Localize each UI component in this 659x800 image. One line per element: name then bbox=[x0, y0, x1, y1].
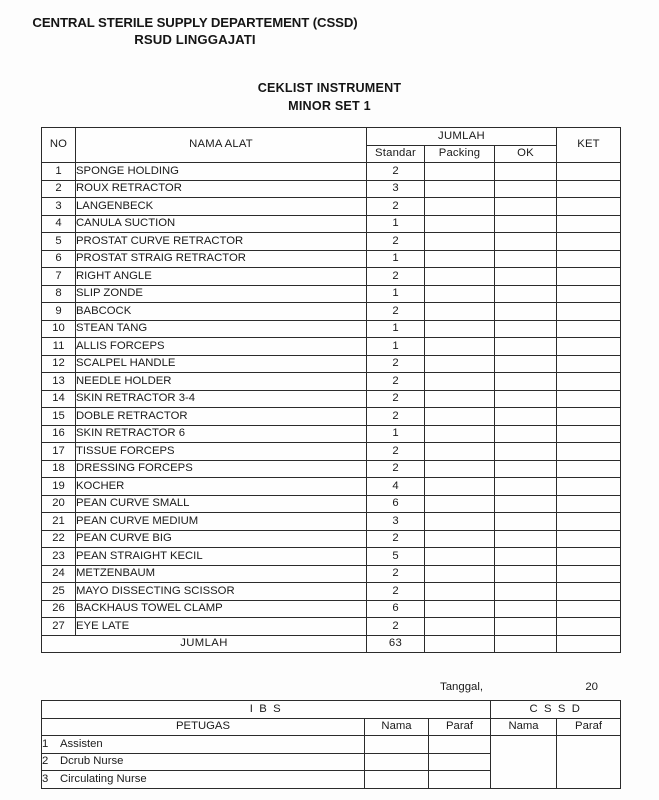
row-ok[interactable] bbox=[495, 233, 557, 251]
table-row bbox=[42, 478, 621, 496]
row-nama: DOBLE RETRACTOR bbox=[76, 408, 367, 426]
row-packing[interactable] bbox=[425, 320, 495, 338]
row-packing[interactable] bbox=[425, 268, 495, 286]
row-standar: 6 bbox=[367, 495, 425, 513]
row-ok[interactable] bbox=[495, 425, 557, 443]
total-ket[interactable] bbox=[557, 635, 621, 653]
table-row bbox=[42, 460, 621, 478]
column-header-paraf-cssd: Paraf bbox=[557, 718, 621, 736]
column-header-packing: Packing bbox=[425, 145, 495, 163]
row-no: 22 bbox=[42, 530, 76, 548]
column-header-nama-alat: NAMA ALAT bbox=[76, 128, 367, 163]
row-ok[interactable] bbox=[495, 215, 557, 233]
row-ket[interactable] bbox=[557, 583, 621, 601]
row-nama: STEAN TANG bbox=[76, 320, 367, 338]
table-body bbox=[42, 163, 621, 636]
row-standar: 2 bbox=[367, 460, 425, 478]
row-nama: BABCOCK bbox=[76, 303, 367, 321]
row-ket[interactable] bbox=[557, 530, 621, 548]
row-ket[interactable] bbox=[557, 303, 621, 321]
row-ok[interactable] bbox=[495, 478, 557, 496]
row-nama: CANULA SUCTION bbox=[76, 215, 367, 233]
row-ok[interactable] bbox=[495, 163, 557, 181]
row-ok[interactable] bbox=[495, 338, 557, 356]
row-standar: 2 bbox=[367, 565, 425, 583]
row-ket[interactable] bbox=[557, 355, 621, 373]
signature-row-number: 3 bbox=[42, 772, 49, 785]
row-nama: PROSTAT CURVE RETRACTOR bbox=[76, 233, 367, 251]
instrument-checklist-table bbox=[41, 127, 620, 653]
row-ket[interactable] bbox=[557, 443, 621, 461]
row-packing[interactable] bbox=[425, 513, 495, 531]
date-year-prefix: 20 bbox=[585, 681, 598, 693]
row-packing[interactable] bbox=[425, 285, 495, 303]
row-nama: EYE LATE bbox=[76, 618, 367, 636]
row-nama: TISSUE FORCEPS bbox=[76, 443, 367, 461]
row-no: 17 bbox=[42, 443, 76, 461]
row-no: 23 bbox=[42, 548, 76, 566]
signature-paraf-ibs-cell[interactable] bbox=[429, 736, 491, 754]
row-ok[interactable] bbox=[495, 320, 557, 338]
table-row bbox=[42, 583, 621, 601]
table-row bbox=[42, 600, 621, 618]
organization-heading bbox=[0, 14, 390, 48]
row-packing[interactable] bbox=[425, 408, 495, 426]
row-ket[interactable] bbox=[557, 548, 621, 566]
table-row bbox=[42, 495, 621, 513]
row-packing[interactable] bbox=[425, 250, 495, 268]
row-no: 19 bbox=[42, 478, 76, 496]
row-nama: SCALPEL HANDLE bbox=[76, 355, 367, 373]
row-nama: ROUX RETRACTOR bbox=[76, 180, 367, 198]
row-ket[interactable] bbox=[557, 460, 621, 478]
row-nama: BACKHAUS TOWEL CLAMP bbox=[76, 600, 367, 618]
row-no: 1 bbox=[42, 163, 76, 181]
row-ket[interactable] bbox=[557, 478, 621, 496]
table-footer bbox=[42, 635, 621, 653]
row-standar: 1 bbox=[367, 320, 425, 338]
row-standar: 2 bbox=[367, 390, 425, 408]
table-row bbox=[42, 215, 621, 233]
row-nama: LANGENBECK bbox=[76, 198, 367, 216]
row-nama: SLIP ZONDE bbox=[76, 285, 367, 303]
signature-role-cell bbox=[42, 736, 365, 754]
row-no: 26 bbox=[42, 600, 76, 618]
row-nama: PEAN STRAIGHT KECIL bbox=[76, 548, 367, 566]
row-nama: MAYO DISSECTING SCISSOR bbox=[76, 583, 367, 601]
signature-role-cell bbox=[42, 753, 365, 771]
row-standar: 2 bbox=[367, 355, 425, 373]
row-ket[interactable] bbox=[557, 163, 621, 181]
row-packing[interactable] bbox=[425, 530, 495, 548]
row-packing[interactable] bbox=[425, 215, 495, 233]
row-ket[interactable] bbox=[557, 513, 621, 531]
row-packing[interactable] bbox=[425, 443, 495, 461]
row-ket[interactable] bbox=[557, 198, 621, 216]
row-packing[interactable] bbox=[425, 163, 495, 181]
row-no: 18 bbox=[42, 460, 76, 478]
table-row bbox=[42, 548, 621, 566]
table-row bbox=[42, 355, 621, 373]
row-nama: SKIN RETRACTOR 3-4 bbox=[76, 390, 367, 408]
row-standar: 1 bbox=[367, 285, 425, 303]
table-row bbox=[42, 180, 621, 198]
row-ket[interactable] bbox=[557, 285, 621, 303]
table-row bbox=[42, 425, 621, 443]
row-standar: 3 bbox=[367, 180, 425, 198]
row-no: 9 bbox=[42, 303, 76, 321]
signature-nama-cssd-cell[interactable] bbox=[491, 736, 557, 789]
row-ket[interactable] bbox=[557, 320, 621, 338]
row-ket[interactable] bbox=[557, 565, 621, 583]
row-standar: 1 bbox=[367, 338, 425, 356]
row-nama: RIGHT ANGLE bbox=[76, 268, 367, 286]
row-standar: 1 bbox=[367, 215, 425, 233]
row-ok[interactable] bbox=[495, 250, 557, 268]
row-no: 27 bbox=[42, 618, 76, 636]
row-ok[interactable] bbox=[495, 495, 557, 513]
row-ket[interactable] bbox=[557, 180, 621, 198]
row-no: 7 bbox=[42, 268, 76, 286]
row-nama: PEAN CURVE BIG bbox=[76, 530, 367, 548]
row-no: 14 bbox=[42, 390, 76, 408]
row-packing[interactable] bbox=[425, 425, 495, 443]
table-row bbox=[42, 163, 621, 181]
table-row bbox=[42, 338, 621, 356]
row-ket[interactable] bbox=[557, 390, 621, 408]
row-packing[interactable] bbox=[425, 233, 495, 251]
row-ok[interactable] bbox=[495, 600, 557, 618]
column-header-no: NO bbox=[42, 128, 76, 163]
row-packing[interactable] bbox=[425, 495, 495, 513]
total-standar: 63 bbox=[367, 635, 425, 653]
row-nama: PROSTAT STRAIG RETRACTOR bbox=[76, 250, 367, 268]
row-ok[interactable] bbox=[495, 285, 557, 303]
table-row bbox=[42, 320, 621, 338]
row-no: 13 bbox=[42, 373, 76, 391]
row-ket[interactable] bbox=[557, 600, 621, 618]
date-label: Tanggal, bbox=[440, 681, 484, 693]
signature-role-label: Dcrub Nurse bbox=[60, 755, 124, 768]
row-packing[interactable] bbox=[425, 390, 495, 408]
row-standar: 2 bbox=[367, 583, 425, 601]
signature-nama-ibs-cell[interactable] bbox=[365, 736, 429, 754]
row-packing[interactable] bbox=[425, 460, 495, 478]
row-no: 2 bbox=[42, 180, 76, 198]
row-no: 24 bbox=[42, 565, 76, 583]
row-no: 20 bbox=[42, 495, 76, 513]
table-row bbox=[42, 513, 621, 531]
row-ok[interactable] bbox=[495, 373, 557, 391]
row-standar: 5 bbox=[367, 548, 425, 566]
row-packing[interactable] bbox=[425, 198, 495, 216]
signature-row-number: 1 bbox=[42, 737, 49, 750]
table-row bbox=[42, 373, 621, 391]
row-standar: 1 bbox=[367, 425, 425, 443]
row-packing[interactable] bbox=[425, 373, 495, 391]
row-standar: 2 bbox=[367, 268, 425, 286]
row-standar: 2 bbox=[367, 530, 425, 548]
row-packing[interactable] bbox=[425, 548, 495, 566]
row-ket[interactable] bbox=[557, 373, 621, 391]
row-standar: 4 bbox=[367, 478, 425, 496]
table-row bbox=[42, 530, 621, 548]
row-no: 8 bbox=[42, 285, 76, 303]
row-no: 6 bbox=[42, 250, 76, 268]
column-header-petugas: PETUGAS bbox=[42, 718, 365, 736]
row-ket[interactable] bbox=[557, 618, 621, 636]
row-nama: METZENBAUM bbox=[76, 565, 367, 583]
signature-paraf-cssd-cell[interactable] bbox=[557, 736, 621, 789]
row-ket[interactable] bbox=[557, 250, 621, 268]
table-header bbox=[42, 128, 621, 163]
table-row bbox=[42, 443, 621, 461]
row-standar: 1 bbox=[367, 250, 425, 268]
table-row bbox=[42, 390, 621, 408]
row-ket[interactable] bbox=[557, 495, 621, 513]
row-no: 12 bbox=[42, 355, 76, 373]
signature-table bbox=[41, 700, 620, 789]
row-ok[interactable] bbox=[495, 530, 557, 548]
row-nama: PEAN CURVE MEDIUM bbox=[76, 513, 367, 531]
row-standar: 6 bbox=[367, 600, 425, 618]
row-standar: 2 bbox=[367, 198, 425, 216]
document-title-line2: MINOR SET 1 bbox=[288, 99, 371, 113]
column-header-paraf-ibs: Paraf bbox=[429, 718, 491, 736]
row-packing[interactable] bbox=[425, 478, 495, 496]
signature-paraf-ibs-cell[interactable] bbox=[429, 753, 491, 771]
row-no: 11 bbox=[42, 338, 76, 356]
row-standar: 3 bbox=[367, 513, 425, 531]
row-ok[interactable] bbox=[495, 268, 557, 286]
row-standar: 2 bbox=[367, 618, 425, 636]
row-ket[interactable] bbox=[557, 425, 621, 443]
total-row bbox=[42, 635, 621, 653]
row-ok[interactable] bbox=[495, 618, 557, 636]
table-row bbox=[42, 198, 621, 216]
row-nama: PEAN CURVE SMALL bbox=[76, 495, 367, 513]
row-nama: SKIN RETRACTOR 6 bbox=[76, 425, 367, 443]
row-ket[interactable] bbox=[557, 268, 621, 286]
row-packing[interactable] bbox=[425, 338, 495, 356]
row-ok[interactable] bbox=[495, 460, 557, 478]
row-no: 10 bbox=[42, 320, 76, 338]
row-no: 16 bbox=[42, 425, 76, 443]
row-nama: SPONGE HOLDING bbox=[76, 163, 367, 181]
row-ket[interactable] bbox=[557, 233, 621, 251]
row-ok[interactable] bbox=[495, 408, 557, 426]
table-row bbox=[42, 618, 621, 636]
signature-nama-ibs-cell[interactable] bbox=[365, 771, 429, 789]
signature-role-cell bbox=[42, 771, 365, 789]
row-ket[interactable] bbox=[557, 408, 621, 426]
row-packing[interactable] bbox=[425, 303, 495, 321]
row-nama: NEEDLE HOLDER bbox=[76, 373, 367, 391]
signature-nama-ibs-cell[interactable] bbox=[365, 753, 429, 771]
row-no: 4 bbox=[42, 215, 76, 233]
row-standar: 2 bbox=[367, 408, 425, 426]
organization-name: CENTRAL STERILE SUPPLY DEPARTEMENT (CSSD) bbox=[32, 15, 358, 30]
row-ok[interactable] bbox=[495, 583, 557, 601]
row-no: 15 bbox=[42, 408, 76, 426]
table-row bbox=[42, 268, 621, 286]
total-ok[interactable] bbox=[495, 635, 557, 653]
row-packing[interactable] bbox=[425, 583, 495, 601]
row-nama: DRESSING FORCEPS bbox=[76, 460, 367, 478]
signature-row bbox=[42, 736, 621, 754]
row-ok[interactable] bbox=[495, 513, 557, 531]
row-ok[interactable] bbox=[495, 355, 557, 373]
signature-table-header bbox=[42, 701, 621, 736]
row-no: 21 bbox=[42, 513, 76, 531]
row-standar: 2 bbox=[367, 303, 425, 321]
document-title-line1: CEKLIST INSTRUMENT bbox=[257, 81, 402, 95]
row-packing[interactable] bbox=[425, 565, 495, 583]
total-packing[interactable] bbox=[425, 635, 495, 653]
row-packing[interactable] bbox=[425, 618, 495, 636]
row-standar: 2 bbox=[367, 163, 425, 181]
signature-paraf-ibs-cell[interactable] bbox=[429, 771, 491, 789]
signature-row-number: 2 bbox=[42, 755, 49, 768]
signature-table-body bbox=[42, 736, 621, 789]
table-row bbox=[42, 408, 621, 426]
column-header-ket: KET bbox=[557, 128, 621, 163]
row-ket[interactable] bbox=[557, 215, 621, 233]
column-header-ok: OK bbox=[495, 145, 557, 163]
row-standar: 2 bbox=[367, 443, 425, 461]
signature-role-label: Assisten bbox=[60, 737, 103, 750]
row-standar: 2 bbox=[367, 373, 425, 391]
column-header-jumlah: JUMLAH bbox=[367, 128, 557, 146]
column-header-nama-cssd: Nama bbox=[491, 718, 557, 736]
row-packing[interactable] bbox=[425, 600, 495, 618]
row-no: 3 bbox=[42, 198, 76, 216]
row-ok[interactable] bbox=[495, 180, 557, 198]
row-ok[interactable] bbox=[495, 443, 557, 461]
document-title bbox=[0, 79, 659, 115]
table-row bbox=[42, 285, 621, 303]
row-standar: 2 bbox=[367, 233, 425, 251]
row-ok[interactable] bbox=[495, 198, 557, 216]
row-ok[interactable] bbox=[495, 390, 557, 408]
table-row bbox=[42, 233, 621, 251]
table-row bbox=[42, 303, 621, 321]
section-header-cssd: C S S D bbox=[491, 701, 621, 719]
column-header-nama-ibs: Nama bbox=[365, 718, 429, 736]
row-packing[interactable] bbox=[425, 355, 495, 373]
section-header-ibs: I B S bbox=[42, 701, 491, 719]
row-no: 5 bbox=[42, 233, 76, 251]
row-packing[interactable] bbox=[425, 180, 495, 198]
row-ket[interactable] bbox=[557, 338, 621, 356]
row-ok[interactable] bbox=[495, 303, 557, 321]
row-nama: ALLIS FORCEPS bbox=[76, 338, 367, 356]
table-row bbox=[42, 250, 621, 268]
total-label: JUMLAH bbox=[42, 635, 367, 653]
row-ok[interactable] bbox=[495, 565, 557, 583]
hospital-name: RSUD LINGGAJATI bbox=[134, 32, 256, 47]
row-nama: KOCHER bbox=[76, 478, 367, 496]
signature-role-label: Circulating Nurse bbox=[60, 772, 147, 785]
table-row bbox=[42, 565, 621, 583]
column-header-standar: Standar bbox=[367, 145, 425, 163]
row-no: 25 bbox=[42, 583, 76, 601]
row-ok[interactable] bbox=[495, 548, 557, 566]
